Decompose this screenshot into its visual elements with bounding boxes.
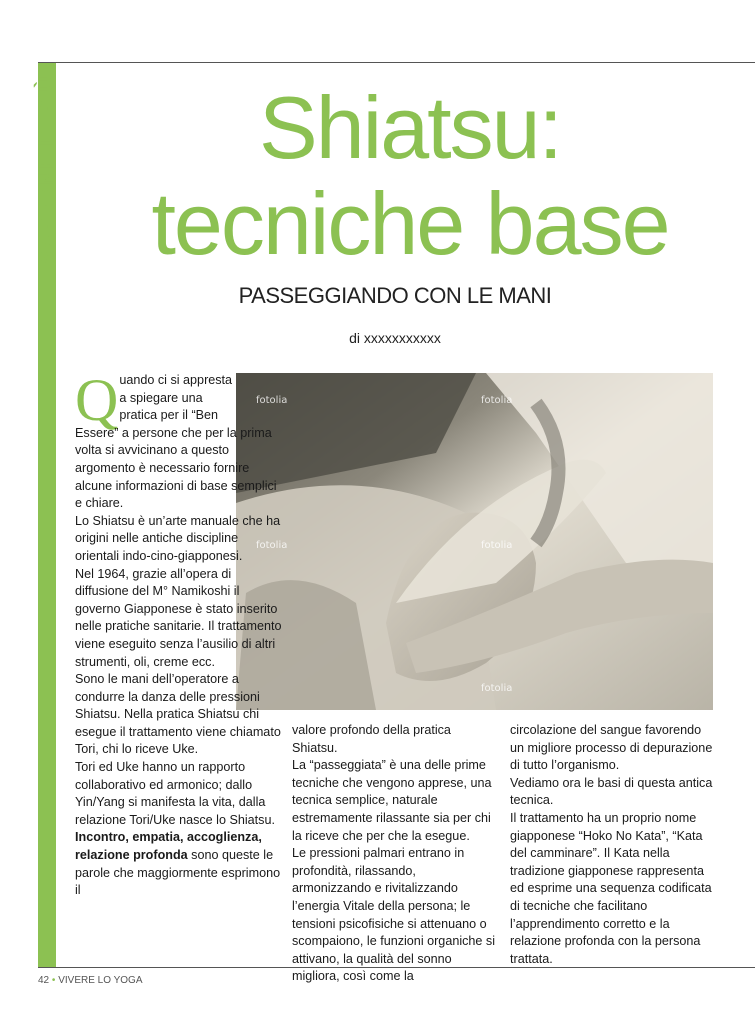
article-title [80,80,740,272]
watermark-2: fotolia [481,395,513,406]
paragraph: Le pressioni palmari entrano in profondità, rilassando, armonizzando e rivitalizzando l’energia Vitale della persona; le tensioni psicofisiche si attenuano o scompaiono, le funzioni organiche si attivano, la qualità del sonno migliora, così come la [292,846,496,984]
text-column-1 [75,367,288,900]
title-line-2: tecniche base [151,174,669,273]
paragraph: Lo Shiatsu è un’arte manuale che ha origini nelle antiche discipline orientali indo-cino-giapponesi. [75,513,281,563]
title-line-1: Shiatsu: [259,78,561,177]
page-number: 42 [38,975,50,986]
shiatsu-photo [236,373,713,710]
paragraph-intro [75,367,288,513]
watermark-5: fotolia [481,683,513,694]
intro-line-3: pratica per il “Ben [119,408,219,423]
watermark-4: fotolia [481,540,513,551]
article-subtitle: PASSEGGIANDO CON LE MANI [238,283,552,308]
text-column-3 [510,722,716,968]
watermark-3: fotolia [256,540,288,551]
footer-bullet: • [51,975,56,986]
paragraph: Tori ed Uke hanno un rapporto collaborativo ed armonico; dallo Yin/Yang si manifesta la vita, dalla relazione Tori/Uke nasce lo Shiatsu. [75,760,275,827]
watermark-1: fotolia [256,395,288,406]
text-column-2 [292,722,497,986]
paragraph: valore profondo della pratica Shiatsu. [292,723,451,755]
magazine-name: VIVERE LO YOGA [58,975,143,986]
intro-rest: Essere” a persone che per la prima volta si avvicinano a questo argomento è necessario fornire alcune informazioni di base semplici e chiare. [75,425,277,511]
intro-line-2: a spiegare una [119,390,203,405]
article-byline: di xxxxxxxxxxx [349,330,441,346]
paragraph: Il trattamento ha un proprio nome giapponese “Hoko No Kata”, “Kata del camminare”. Il Kata nella tradizione giapponese rappresenta ed esprime una sequenza codificata di tecniche che facilitano l’apprendimento corretto e la relazione profonda con la persona trattata. [510,810,712,966]
drop-cap: Q [75,367,119,433]
paragraph: Nel 1964, grazie all’opera di diffusione del M° Namikoshi il governo Giapponese è stato inserito nelle pratiche sanitarie. Il trattamento viene eseguito senza l’ausilio di altri strumenti, oli, creme ecc. [75,566,282,669]
paragraph: circolazione del sangue favorendo un migliore processo di depurazione di tutto l’organismo. [510,723,713,773]
paragraph: Vediamo ora le basi di questa antica tecnica. [510,775,713,808]
paragraph: La “passeggiata” è una delle prime tecniche che vengono apprese, una tecnica semplice, naturale estremamente rilassante sia per chi la riceve che per che la esegue. [292,758,492,843]
paragraph-text: sono queste le parole che maggiormente esprimono il [75,848,281,898]
section-label: SAPERNE DI PIÙ [35,74,58,266]
photo-illustration [236,373,713,710]
bottom-rule [38,967,755,968]
bold-phrase: Incontro, empatia, accoglienza, relazione profonda [75,830,262,863]
paragraph: Sono le mani dell’operatore a condurre la danza delle pressioni Shiatsu. Nella pratica Shiatsu chi esegue il trattamento viene chiamato Tori, chi lo riceve Uke. [75,672,281,757]
page-footer [38,975,143,986]
intro-line-1: uando ci si appresta [119,373,233,387]
top-rule [38,62,755,63]
paragraph [75,829,285,899]
